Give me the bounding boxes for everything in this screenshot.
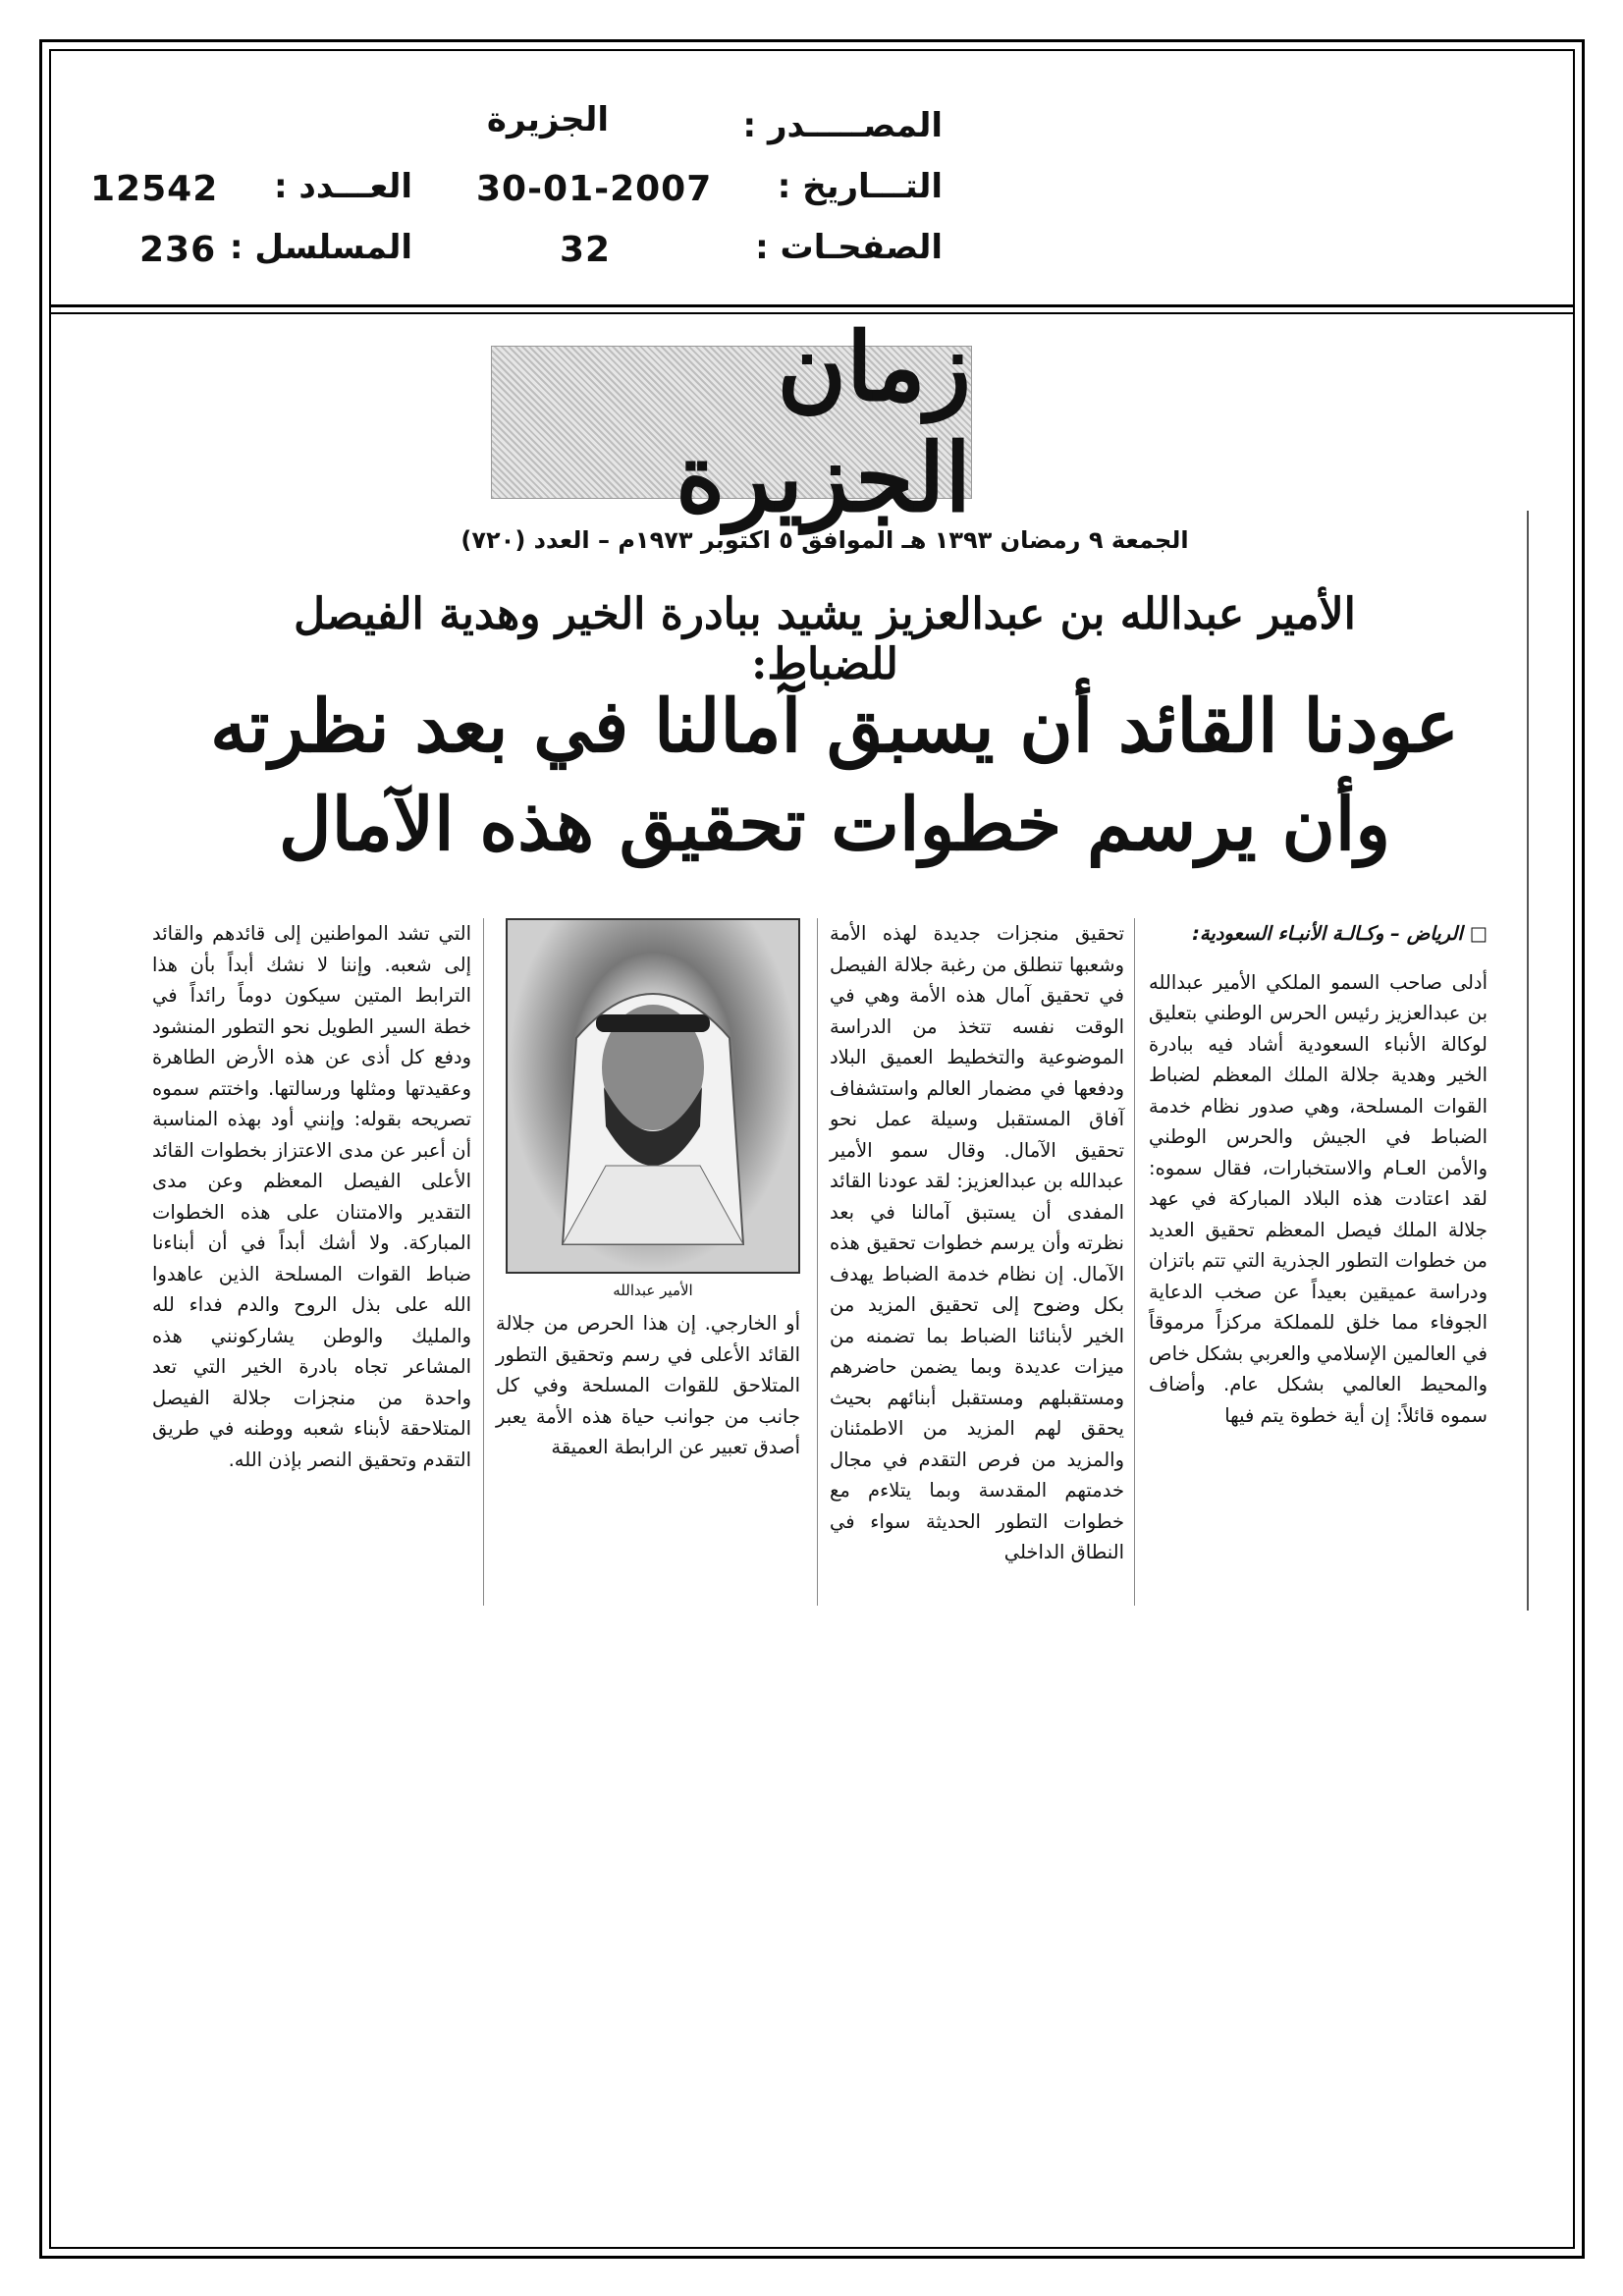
column-divider — [1134, 918, 1135, 1606]
masthead-banner — [491, 311, 972, 533]
masthead-title: زمان الجزيرة — [676, 311, 971, 533]
date-value: 30-01-2007 — [476, 169, 713, 209]
header-divider — [49, 304, 1575, 307]
article-column-4 — [152, 918, 471, 1475]
column-1-text: أدلى صاحب السمو الملكي الأمير عبدالله بن عبدالعزيز رئيس الحرس الوطني بتعليق لوكالة الأنباء السعودية أشاد فيه ببادرة الخير وهدية جلالة الملك المعظم لضباط القوات المسلحة، وهي صدور نظام خدمة الضباط في الجيش والحرس الوطني والأمن العـام والاستخبارات، فقال سموه: لقد اعتادت هذه البلاد المباركة في عهد جلالة الملك فيصل المعظم تحقيق العديد من خطوات التطور الجذرية التي تتم باتزان ودراسة عميقين بعيداً عن صخب الدعاية الجوفاء مما خلق للمملكة مركزاً مرموقاً في العالمين الإسلامي والعربي بشكل خاص والمحيط العالمي بشكل عام. وأضاف سموه قائلاً: إن أية خطوة يتم فيها — [1149, 970, 1488, 1427]
date-label: التـــاريخ : — [777, 167, 943, 206]
issue-value: 12542 — [90, 169, 219, 209]
column-divider — [483, 918, 484, 1606]
article-column-3 — [496, 1308, 800, 1463]
main-headline-line2: وأن يرسم خطوات تحقيق هذه الآمال — [278, 783, 1391, 867]
portrait-photo — [506, 918, 800, 1274]
kicker-headline: الأمير عبدالله بن عبدالعزيز يشيد ببادرة الخير وهدية الفيصل للضباط: — [294, 589, 1356, 689]
column-3-text: أو الخارجي. إن هذا الحرص من جلالة القائد الأعلى في رسم وتحقيق التطور المتلاحق للقوات المسلحة وفي كل جانب من جوانب حياة هذه الأمة يعبر أصدق تعبير عن الرابطة العميقة — [496, 1312, 800, 1458]
pages-value: 32 — [560, 230, 612, 270]
serial-label: المسلسل : — [229, 228, 412, 267]
article-column-1 — [1149, 918, 1488, 1431]
dateline: الجمعة ٩ رمضان ١٣٩٣ هـ الموافق ٥ اكتوبر ١٩٧٣م – العدد (٧٢٠) — [460, 526, 1189, 554]
serial-value: 236 — [139, 230, 217, 270]
source-value: الجزيرة — [486, 100, 609, 139]
issue-label: العـــدد : — [274, 167, 412, 206]
main-headline-line1: عودنا القائد أن يسبق آمالنا في بعد نظرته — [210, 684, 1459, 769]
source-label: المصـــــدر : — [742, 106, 943, 145]
article-vertical-rule — [1527, 511, 1529, 1611]
main-headline — [196, 678, 1473, 874]
column-4-text: التي تشد المواطنين إلى قائدهم والقائد إلى شعبه. وإننا لا نشك أبداً بأن هذا الترابط المتين سيكون دوماً رائداً في خطة السير الطويل نحو التطور المنشود ودفع كل أذى عن هذه الأرض الطاهرة وعقيدتها ومثلها ورسالتها. واختتم سموه تصريحه بقوله: وإنني أود بهذه المناسبة أن أعبر عن مدى الاعتزاز بخطوات القائد الأعلى الفيصل المعظم وعن مدى التقدير والامتنان على هذه الخطوات المباركة. ولا أشك أبداً في أن أبناءنا ضباط القوات المسلحة الذين عاهدوا الله على بذل الروح والدم فداء لله والمليك والوطن يشاركونني هذه المشاعر تجاه بادرة الخير التي تعد واحدة من منجزات جلالة الفيصل المتلاحقة لأبناء شعبه ووطنه في طريق التقدم وتحقيق النصر بإذن الله. — [152, 922, 471, 1471]
pages-label: الصفحـات : — [755, 228, 943, 267]
column-2-text: تحقيق منجزات جديدة لهذه الأمة وشعبها تنطلق من رغبة جلالة الفيصل في تحقيق آمال هذه الأمة وهي في الوقت نفسه تتخذ من الدراسة الموضوعية والتخطيط العميق البلاد ودفعها في مضمار العالم واستشفاف آفاق المستقبل وسيلة عمل نحو تحقيق الآمال. وقال سمو الأمير عبدالله بن عبدالعزيز: لقد عودنا القائد المفدى أن يستبق آمالنا في بعد نظرته وأن يرسم خطوات تحقيق هذه الآمال. إن نظام خدمة الضباط يهدف بكل وضوح إلى تحقيق المزيد من الخير لأبنائنا الضباط بما تضمنه من ميزات عديدة وبما يضمن حاضرهم ومستقبلهم ومستقبل أبنائهم بحيث يحقق لهم المزيد من الاطمئنان والمزيد من فرص التقدم في مجال خدمتهم المقدسة وبما يتلاءم مع خطوات التطور الحديثة سواء في النطاق الداخلي — [830, 922, 1124, 1563]
photo-caption: الأمير عبدالله — [613, 1282, 693, 1299]
column-divider — [817, 918, 818, 1606]
byline: □ الرياض – وكـالـة الأنبـاء السعودية: — [1192, 922, 1488, 945]
article-column-2 — [830, 918, 1124, 1568]
portrait-figure — [508, 920, 798, 1272]
